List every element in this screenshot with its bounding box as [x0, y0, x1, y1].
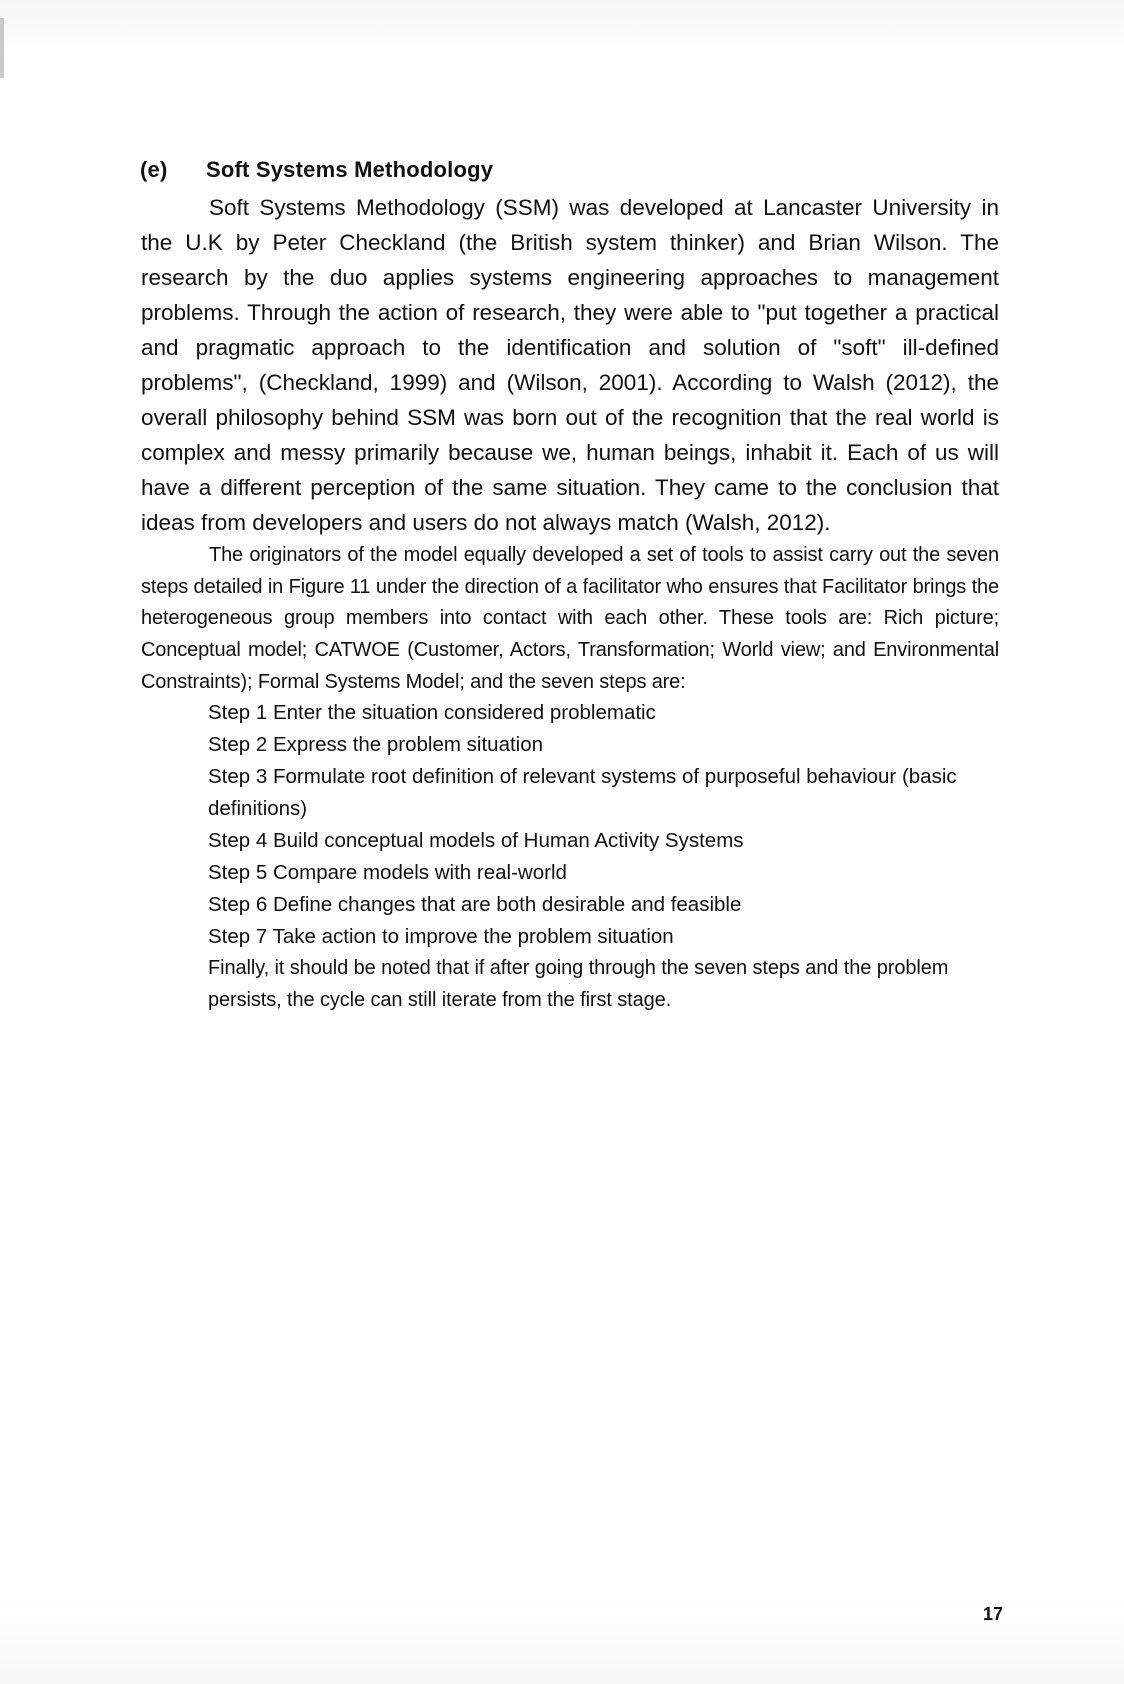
list-item: Step 5 Compare models with real-world	[208, 861, 567, 884]
section-title: Soft Systems Methodology	[206, 157, 494, 182]
list-item: Step 2 Express the problem situation	[208, 733, 544, 756]
closing-paragraph: Finally, it should be noted that if after going through the seven steps and the problem persists, the cycle can still iterate from the first stage.	[208, 957, 949, 1011]
list-item: Step 6 Define changes that are both desirable and feasible	[208, 893, 742, 916]
page-edge-shadow	[0, 18, 4, 78]
page-number: 17	[983, 1604, 1004, 1624]
section-heading	[140, 157, 493, 183]
list-item: Step 3 Formulate root definition of relevant systems of purposeful behaviour (basic definitions)	[208, 765, 957, 820]
list-item: Step 1 Enter the situation considered problematic	[208, 701, 656, 724]
paragraph-ssm-tools: The originators of the model equally developed a set of tools to assist carry out the seven steps detailed in Figure 11 under the direction of a facilitator who ensures that Facilitator brings the heterogeneous group members into contact with each other. These tools are: Rich picture; Conceptual model; CATWOE (Customer, Actors, Transformation; World view; and Environmental Constraints); Formal Systems Model; and the seven steps are:	[141, 544, 999, 693]
steps-list	[208, 697, 1000, 953]
list-item: Step 4 Build conceptual models of Human Activity Systems	[208, 829, 744, 852]
list-item: Step 7 Take action to improve the problem situation	[208, 925, 674, 948]
paragraph-ssm-origin: Soft Systems Methodology (SSM) was developed at Lancaster University in the U.K by Peter Checkland (the British system thinker) and Brian Wilson. The research by the duo applies systems engineering approaches to management problems. Through the action of research, they were able to "put together a practical and pragmatic approach to the identification and solution of "soft" ill-defined problems", (Checkland, 1999) and (Wilson, 2001). According to Walsh (2012), the overall philosophy behind SSM was born out of the recognition that the real world is complex and messy primarily because we, human beings, inhabit it. Each of us will have a different perception of the same situation. They came to the conclusion that ideas from developers and users do not always match (Walsh, 2012).	[141, 195, 999, 535]
section-label: (e)	[140, 157, 168, 182]
